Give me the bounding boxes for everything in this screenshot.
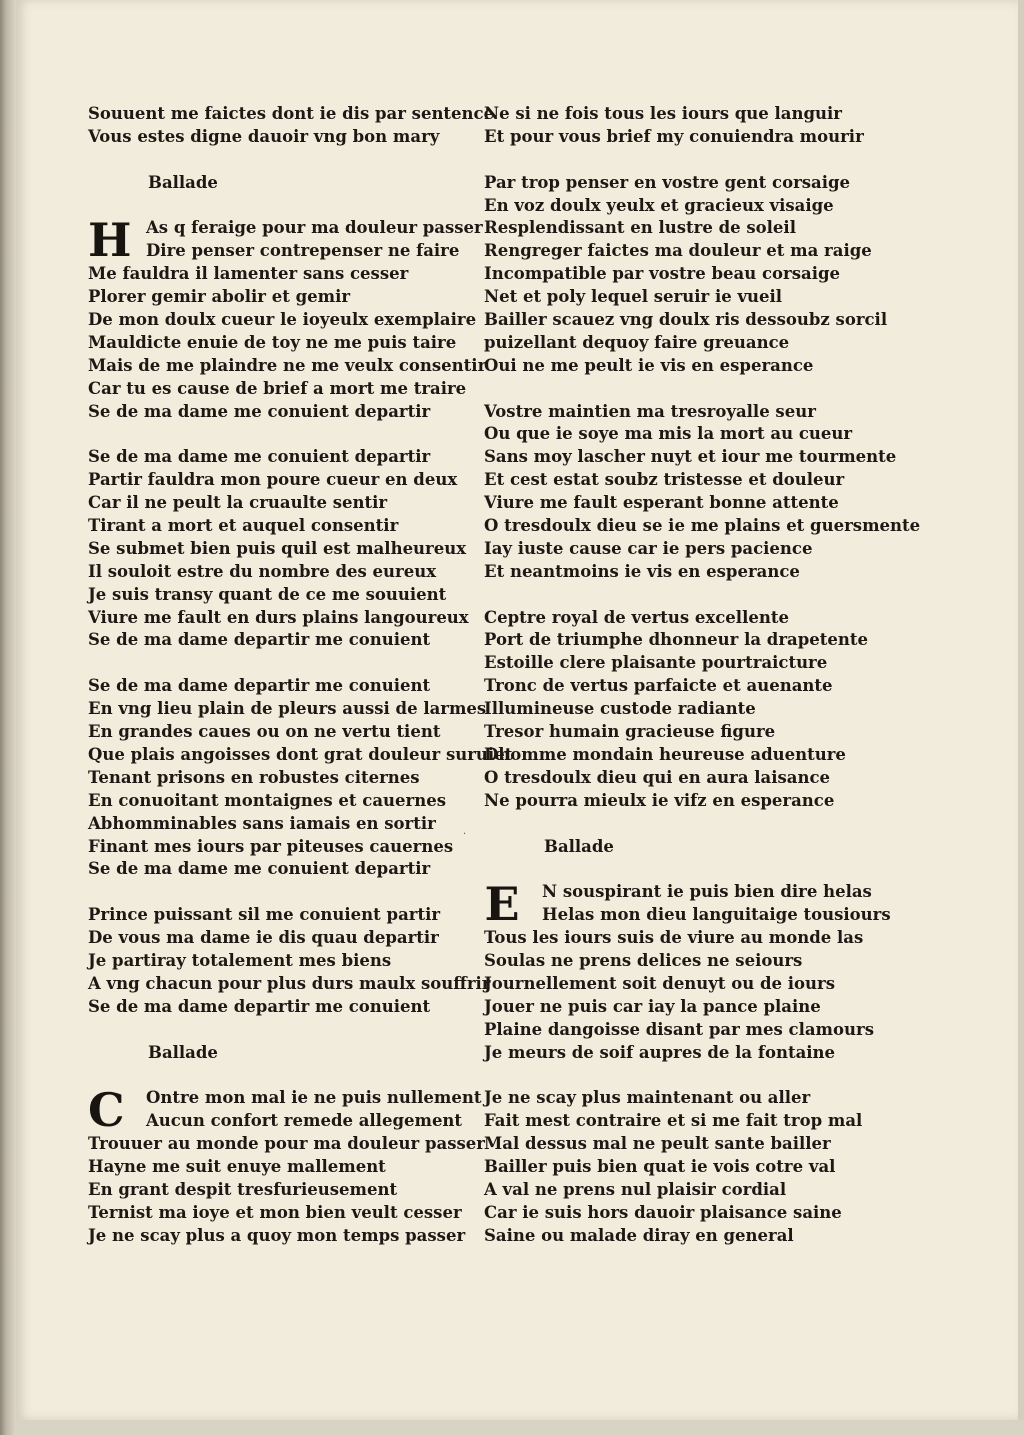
verse-line: Finant mes iours par piteuses cauernes <box>88 836 454 856</box>
verse-line: Estoille clere plaisante pourtraicture <box>484 653 828 673</box>
verse-line: En grant despit tresfurieusement <box>88 1179 398 1199</box>
verse-line: Tronc de vertus parfaicte et auenante <box>484 676 833 696</box>
verse-line: Trouuer au monde pour ma douleur passer <box>88 1134 485 1154</box>
verse-line: puizellant dequoy faire greuance <box>484 332 790 352</box>
verse-line: Ou que ie soye ma mis la mort au cueur <box>484 424 853 444</box>
verse-line: Ternist ma ioye et mon bien veult cesser <box>88 1202 462 1222</box>
verse-line: De vous ma dame ie dis quau departir <box>88 928 439 948</box>
paper-speck: · <box>463 829 467 840</box>
verse-line: Sans moy lascher nuyt et iour me tourmente <box>484 447 897 467</box>
verse-line: Et neantmoins ie vis en esperance <box>484 561 800 581</box>
drop-cap-initial: H <box>88 213 132 268</box>
verse-line: Helas mon dieu languitaige tousiours <box>542 905 891 925</box>
right-text-column <box>484 103 921 1248</box>
verse-line: En conuoitant montaignes et cauernes <box>88 790 446 810</box>
verse-line: Vous estes digne dauoir vng bon mary <box>88 126 440 146</box>
verse-line: Se de ma dame me conuient departir <box>88 447 431 467</box>
verse-line: N souspirant ie puis bien dire helas <box>542 882 872 902</box>
verse-line: Incompatible par vostre beau corsaige <box>484 264 840 284</box>
verse-line: Car tu es cause de brief a mort me traire <box>88 378 467 398</box>
book-binding-gutter <box>0 0 16 1435</box>
page-bottom-edge <box>16 1420 1024 1435</box>
verse-line: Plaine dangoisse disant par mes clamours <box>484 1019 874 1039</box>
verse-line: As q feraige pour ma douleur passer <box>146 218 483 238</box>
verse-line: En vng lieu plain de pleurs aussi de larmes <box>88 699 487 719</box>
ballade-heading: Ballade <box>544 836 614 856</box>
stanza <box>484 401 921 584</box>
verse-line: Ceptre royal de vertus excellente <box>484 607 789 627</box>
stanza <box>88 446 468 652</box>
verse-line: Rengreger faictes ma douleur et ma raige <box>484 241 872 261</box>
verse-line: Et pour vous brief my conuiendra mourir <box>484 126 864 146</box>
verse-line: Car ie suis hors dauoir plaisance saine <box>484 1202 842 1222</box>
verse-line: Dire penser contrepenser ne faire <box>146 241 460 261</box>
verse-line: Bailler scauez vng doulx ris dessoubz sorcil <box>484 310 888 330</box>
stanza <box>484 877 891 1064</box>
verse-line: Iay iuste cause car ie pers pacience <box>484 538 813 558</box>
verse-line: Tenant prisons en robustes citernes <box>88 767 420 787</box>
verse-line: Je ne scay plus a quoy mon temps passer <box>88 1225 466 1245</box>
verse-line: Se de ma dame me conuient departir <box>88 859 431 879</box>
verse-line: Saine ou malade diray en general <box>484 1225 794 1245</box>
verse-line: Je ne scay plus maintenant ou aller <box>484 1088 811 1108</box>
verse-line: Soulas ne prens delices ne seiours <box>484 950 803 970</box>
verse-line: Vostre maintien ma tresroyalle seur <box>484 401 816 421</box>
verse-line: Resplendissant en lustre de soleil <box>484 218 796 238</box>
ballade-heading: Ballade <box>148 1042 218 1062</box>
stanza <box>484 607 868 813</box>
verse-line: Dhomme mondain heureuse aduenture <box>484 744 846 764</box>
verse-line: Mal dessus mal ne peult sante bailler <box>484 1134 831 1154</box>
verse-line: Tirant a mort et auquel consentir <box>88 516 399 536</box>
verse-line: Hayne me suit enuye mallement <box>88 1156 386 1176</box>
verse-line: Tresor humain gracieuse figure <box>484 722 776 742</box>
verse-line: Se de ma dame departir me conuient <box>88 676 431 696</box>
verse-line: Que plais angoisses dont grat douleur suruiet <box>88 744 513 764</box>
verse-line: Partir fauldra mon poure cueur en deux <box>88 470 458 490</box>
stanza <box>484 1087 864 1247</box>
verse-line: Plorer gemir abolir et gemir <box>88 287 351 307</box>
verse-line: Et cest estat soubz tristesse et douleur <box>484 470 845 490</box>
left-text-column <box>88 103 513 1248</box>
verse-line: Je partiray totalement mes biens <box>88 950 392 970</box>
verse-line: Net et poly lequel seruir ie vueil <box>484 287 783 307</box>
verse-line: Viure me fault en durs plains langoureux <box>88 607 469 627</box>
stanza <box>88 675 513 881</box>
page-right-edge <box>1018 0 1024 1435</box>
verse-line: Me fauldra il lamenter sans cesser <box>88 264 409 284</box>
verse-line: O tresdoulx dieu se ie me plains et guersmente <box>484 516 921 536</box>
verse-line: Mauldicte enuie de toy ne me puis taire <box>88 332 457 352</box>
verse-line: Se de ma dame me conuient departir <box>88 401 431 421</box>
verse-line: Aucun confort remede allegement <box>146 1111 463 1131</box>
verse-line: En grandes caues ou on ne vertu tient <box>88 722 441 742</box>
verse-line: Se submet bien puis quil est malheureux <box>88 538 467 558</box>
drop-cap-initial: C <box>88 1083 125 1138</box>
verse-line: Car il ne peult la cruaulte sentir <box>88 493 388 513</box>
verse-line: Jouer ne puis car iay la pance plaine <box>484 996 821 1016</box>
envoi-stanza <box>88 904 491 1018</box>
verse-line: De mon doulx cueur le ioyeulx exemplaire <box>88 310 477 330</box>
verse-line: Bailler puis bien quat ie vois cotre val <box>484 1156 836 1176</box>
verse-line: Tous les iours suis de viure au monde las <box>484 928 864 948</box>
verse-line: Port de triumphe dhonneur la drapetente <box>484 630 868 650</box>
ballade-heading: Ballade <box>148 172 218 192</box>
stanza <box>484 172 888 378</box>
verse-line: A vng chacun pour plus durs maulx souffrir <box>88 973 491 993</box>
verse-line: Souuent me faictes dont ie dis par sentence <box>88 104 495 123</box>
verse-line: Se de ma dame departir me conuient <box>88 630 431 650</box>
stanza <box>88 213 487 423</box>
drop-cap-initial: E <box>484 877 520 932</box>
verse-line: Oui ne me peult ie vis en esperance <box>484 355 814 375</box>
verse-line: A val ne prens nul plaisir cordial <box>484 1179 787 1199</box>
verse-line: Je suis transy quant de ce me souuient <box>88 584 447 604</box>
verse-line: Ne si ne fois tous les iours que languir <box>484 104 842 123</box>
verse-line: O tresdoulx dieu qui en aura laisance <box>484 767 831 787</box>
verse-line: Mais de me plaindre ne me veulx consentir <box>88 355 487 375</box>
verse-line: Par trop penser en vostre gent corsaige <box>484 172 851 192</box>
verse-line: Viure me fault esperant bonne attente <box>484 493 839 513</box>
verse-line: Abhomminables sans iamais en sortir <box>88 813 436 833</box>
verse-line: Il souloit estre du nombre des eureux <box>88 561 437 581</box>
verse-line: Prince puissant sil me conuient partir <box>88 905 441 925</box>
verse-line: Je meurs de soif aupres de la fontaine <box>484 1042 836 1062</box>
verse-line: Ontre mon mal ie ne puis nullement <box>146 1088 482 1108</box>
verse-line: En voz doulx yeulx et gracieux visaige <box>484 195 834 215</box>
stanza <box>88 1083 485 1247</box>
verse-line: Ne pourra mieulx ie vifz en esperance <box>484 790 835 810</box>
verse-line: Illumineuse custode radiante <box>484 699 756 719</box>
verse-line: Se de ma dame departir me conuient <box>88 996 431 1016</box>
verse-line: Fait mest contraire et si me fait trop mal <box>484 1111 863 1131</box>
verse-line: Journellement soit denuyt ou de iours <box>484 973 836 993</box>
